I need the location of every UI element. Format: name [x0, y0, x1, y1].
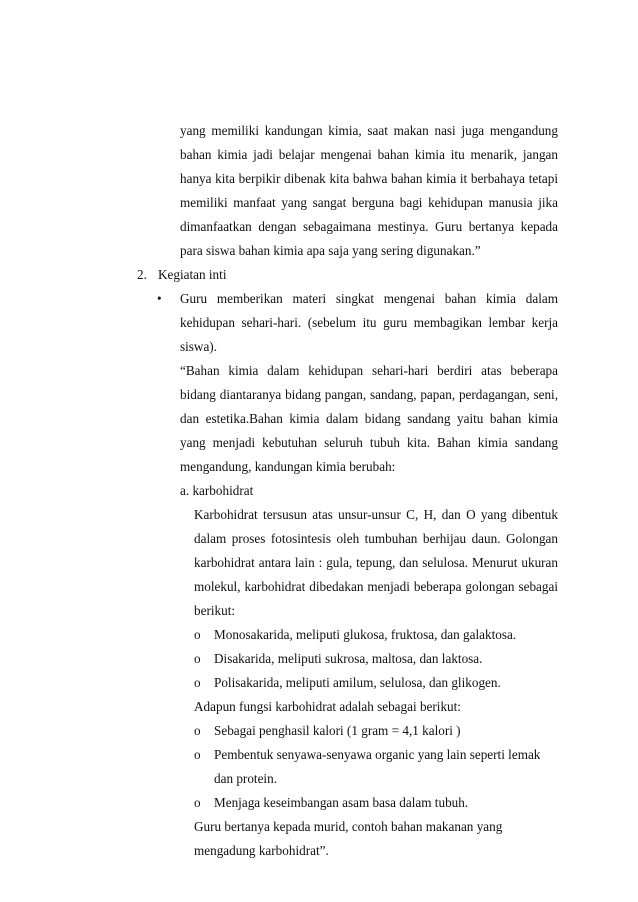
bullet-line: siswa). — [180, 339, 217, 354]
function-item: Menjaga keseimbangan asam basa dalam tubuh. — [214, 795, 469, 810]
bullet-line: kehidupan sehari-hari. (sebelum itu guru membagikan lembar kerja — [180, 315, 558, 330]
intro-line: yang memiliki kandungan kimia, saat makan nasi juga mengandung — [180, 123, 558, 138]
subheading: a. karbohidrat — [180, 483, 254, 498]
quote-line: mengandung, kandungan kimia berubah: — [180, 459, 396, 474]
closing-line: Guru bertanya kepada murid, contoh bahan makanan yang — [194, 819, 503, 834]
bullet-icon: • — [157, 291, 162, 306]
quote-line: dan estetika.Bahan kimia dalam bidang sandang yaitu bahan kimia — [180, 411, 558, 426]
type-item: Disakarida, meliputi sukrosa, maltosa, dan laktosa. — [214, 651, 483, 666]
intro-line: para siswa bahan kimia apa saja yang sering digunakan.” — [180, 243, 481, 258]
quote-line: “Bahan kimia dalam kehidupan sehari-hari berdiri atas beberapa — [180, 363, 558, 378]
karbo-line: Karbohidrat tersusun atas unsur-unsur C, H, dan O yang dibentuk — [194, 507, 558, 522]
circle-bullet-icon: o — [194, 651, 201, 666]
section-number: 2. — [137, 267, 147, 282]
circle-bullet-icon: o — [194, 795, 201, 810]
circle-bullet-icon: o — [194, 675, 201, 690]
karbo-line: molekul, karbohidrat dibedakan menjadi beberapa golongan sebagai — [194, 579, 558, 594]
karbo-line: dalam proses fotosintesis oleh tumbuhan berhijau daun. Golongan — [194, 531, 558, 546]
quote-line: yang menjadi kebutuhan seluruh tubuh kita. Bahan kimia sandang — [180, 435, 558, 450]
function-item: Pembentuk senyawa-senyawa organic yang lain seperti lemak — [214, 747, 541, 762]
quote-line: bidang diantaranya bidang pangan, sandang, papan, perdagangan, seni, — [180, 387, 558, 402]
closing-line: mengadung karbohidrat”. — [194, 843, 329, 858]
karbo-line: berikut: — [194, 603, 236, 618]
function-item: Sebagai penghasil kalori (1 gram = 4,1 kalori ) — [214, 723, 461, 738]
intro-line: bahan kimia jadi belajar mengenai bahan kimia itu menarik, jangan — [180, 147, 558, 162]
bullet-line: Guru memberikan materi singkat mengenai bahan kimia dalam — [180, 291, 558, 306]
function-item-continued: dan protein. — [214, 771, 277, 786]
intro-line: dimanfaatkan dengan sebagaimana mestinya. Guru bertanya kepada — [180, 219, 558, 234]
circle-bullet-icon: o — [194, 723, 201, 738]
circle-bullet-icon: o — [194, 747, 201, 762]
type-item: Polisakarida, meliputi amilum, selulosa, dan glikogen. — [214, 675, 501, 690]
intro-line: hanya kita berpikir dibenak kita bahwa bahan kimia it berbahaya tetapi — [180, 171, 558, 186]
section-heading: Kegiatan inti — [158, 267, 227, 282]
functions-intro: Adapun fungsi karbohidrat adalah sebagai berikut: — [194, 699, 461, 714]
intro-line: memiliki manfaat yang sangat berguna bagi kehidupan manusia jika — [180, 195, 558, 210]
circle-bullet-icon: o — [194, 627, 201, 642]
type-item: Monosakarida, meliputi glukosa, fruktosa, dan galaktosa. — [214, 627, 517, 642]
karbo-line: karbohidrat antara lain : gula, tepung, dan selulosa. Menurut ukuran — [194, 555, 558, 570]
